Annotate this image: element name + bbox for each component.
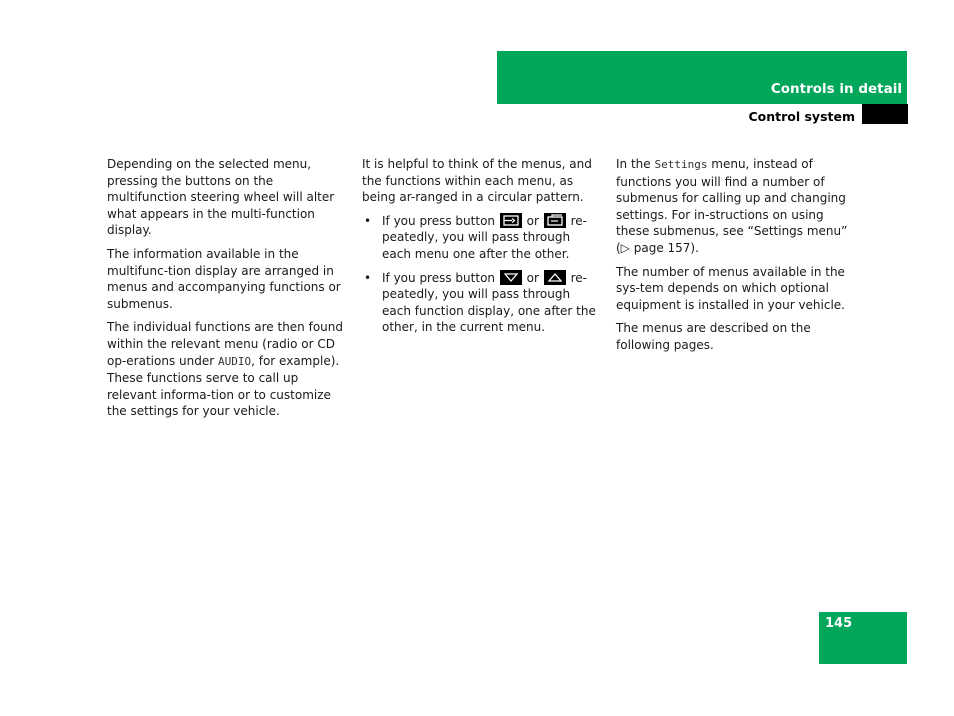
function-up-button-icon	[544, 270, 566, 285]
text-span: In the	[616, 157, 655, 171]
paragraph: Depending on the selected menu, pressing the buttons on the multifunction steering wheel will alter what appears in the multi-function display.	[107, 157, 335, 238]
text-column-3	[616, 156, 856, 361]
subsection-title: Control system	[748, 109, 855, 124]
text-span: menu, instead of functions you will find a number of submenus for calling up and changing settings. For in-structions on using these submenus, see “Settings menu” (▷ page 157).	[616, 157, 848, 255]
paragraph	[616, 156, 856, 257]
paragraph: It is helpful to think of the menus, and the functions within each menu, as being ar-ranged in a circular pattern.	[362, 157, 592, 205]
bullet-dot: •	[364, 213, 372, 228]
chapter-tab-marker	[862, 104, 908, 124]
bullet-dot: •	[364, 270, 372, 285]
text-span: If you press button	[382, 213, 496, 228]
paragraph: The number of menus available in the sys-tem depends on which optional equipment is installed in your vehicle.	[616, 264, 845, 312]
text-span: If you press button	[382, 270, 496, 285]
text-span: re-peatedly, you will pass through each function display, one after the other, in the current menu.	[382, 270, 596, 335]
paragraph: The information available in the multifunc-tion display are arranged in menus and accompanying functions or submenus.	[107, 246, 341, 311]
menu-back-button-icon	[500, 213, 522, 228]
page-number: 145	[825, 616, 853, 631]
text-span: , for example). These functions serve to call up relevant informa-tion or to customize the settings for your vehicle.	[107, 353, 340, 419]
bullet-item	[362, 270, 602, 336]
menu-forward-button-icon	[544, 213, 566, 228]
display-text-settings: Settings	[654, 158, 708, 171]
text-column-1	[107, 156, 347, 427]
text-span: or	[526, 270, 539, 285]
bullet-item	[362, 213, 602, 263]
text-column-2	[362, 156, 602, 343]
paragraph: The menus are described on the following pages.	[616, 321, 811, 352]
display-text-audio: AUDIO	[217, 354, 252, 368]
function-down-button-icon	[500, 270, 522, 285]
section-title: Controls in detail	[770, 81, 902, 97]
text-span: re-peatedly, you will pass through each menu one after the other.	[382, 213, 587, 261]
text-span: or	[526, 213, 539, 228]
paragraph	[107, 319, 347, 420]
text-span: The individual functions are then found within the relevant menu (radio or CD op-erations under	[107, 320, 343, 368]
